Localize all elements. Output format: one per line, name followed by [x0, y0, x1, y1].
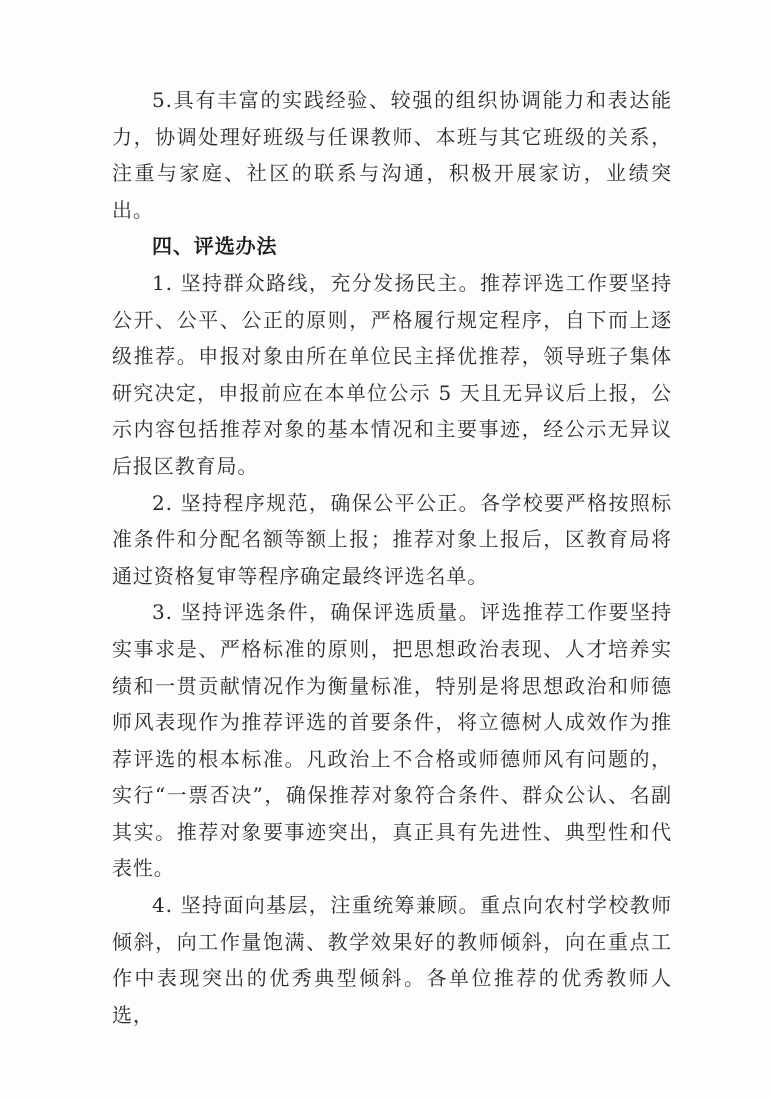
paragraph-method-4: 4. 坚持面向基层，注重统筹兼顾。重点向农村学校教师倾斜，向工作量饱满、教学效果好的教师倾斜，向在重点工作中表现突出的优秀典型倾斜。各单位推荐的优秀教师人选，	[112, 893, 672, 1027]
paragraph-method-1: 1. 坚持群众路线，充分发扬民主。推荐评选工作要坚持公开、公平、公正的原则，严格履行规定程序，自下而上逐级推荐。申报对象由所在单位民主择优推荐，领导班子集体研究决定，申报前应在本单位公示 5 天且无异议后上报，公示内容包括推荐对象的基本情况和主要事迹，经公示无异议后报区教育局。	[112, 270, 672, 478]
paragraph-method-2: 2. 坚持程序规范，确保公平公正。各学校要严格按照标准条件和分配名额等额上报；推荐对象上报后，区教育局将通过资格复审等程序确定最终评选名单。	[112, 490, 672, 588]
section-heading-selection-method: 四、评选办法	[152, 234, 278, 259]
document-body	[112, 82, 672, 1033]
paragraph-criterion-5: 5.具有丰富的实践经验、较强的组织协调能力和表达能力，协调处理好班级与任课教师、本班与其它班级的关系，注重与家庭、社区的联系与沟通，积极开展家访，业绩突出。	[112, 88, 672, 222]
paragraph-method-3: 3. 坚持评选条件，确保评选质量。评选推荐工作要坚持实事求是、严格标准的原则，把思想政治表现、人才培养实绩和一贯贡献情况作为衡量标准，特别是将思想政治和师德师风表现作为推荐评选的首要条件，将立德树人成效作为推荐评选的根本标准。凡政治上不合格或师德师风有问题的，实行“一票否决”，确保推荐对象符合条件、群众公认、名副其实。推荐对象要事迹突出，真正具有先进性、典型性和代表性。	[112, 600, 672, 881]
